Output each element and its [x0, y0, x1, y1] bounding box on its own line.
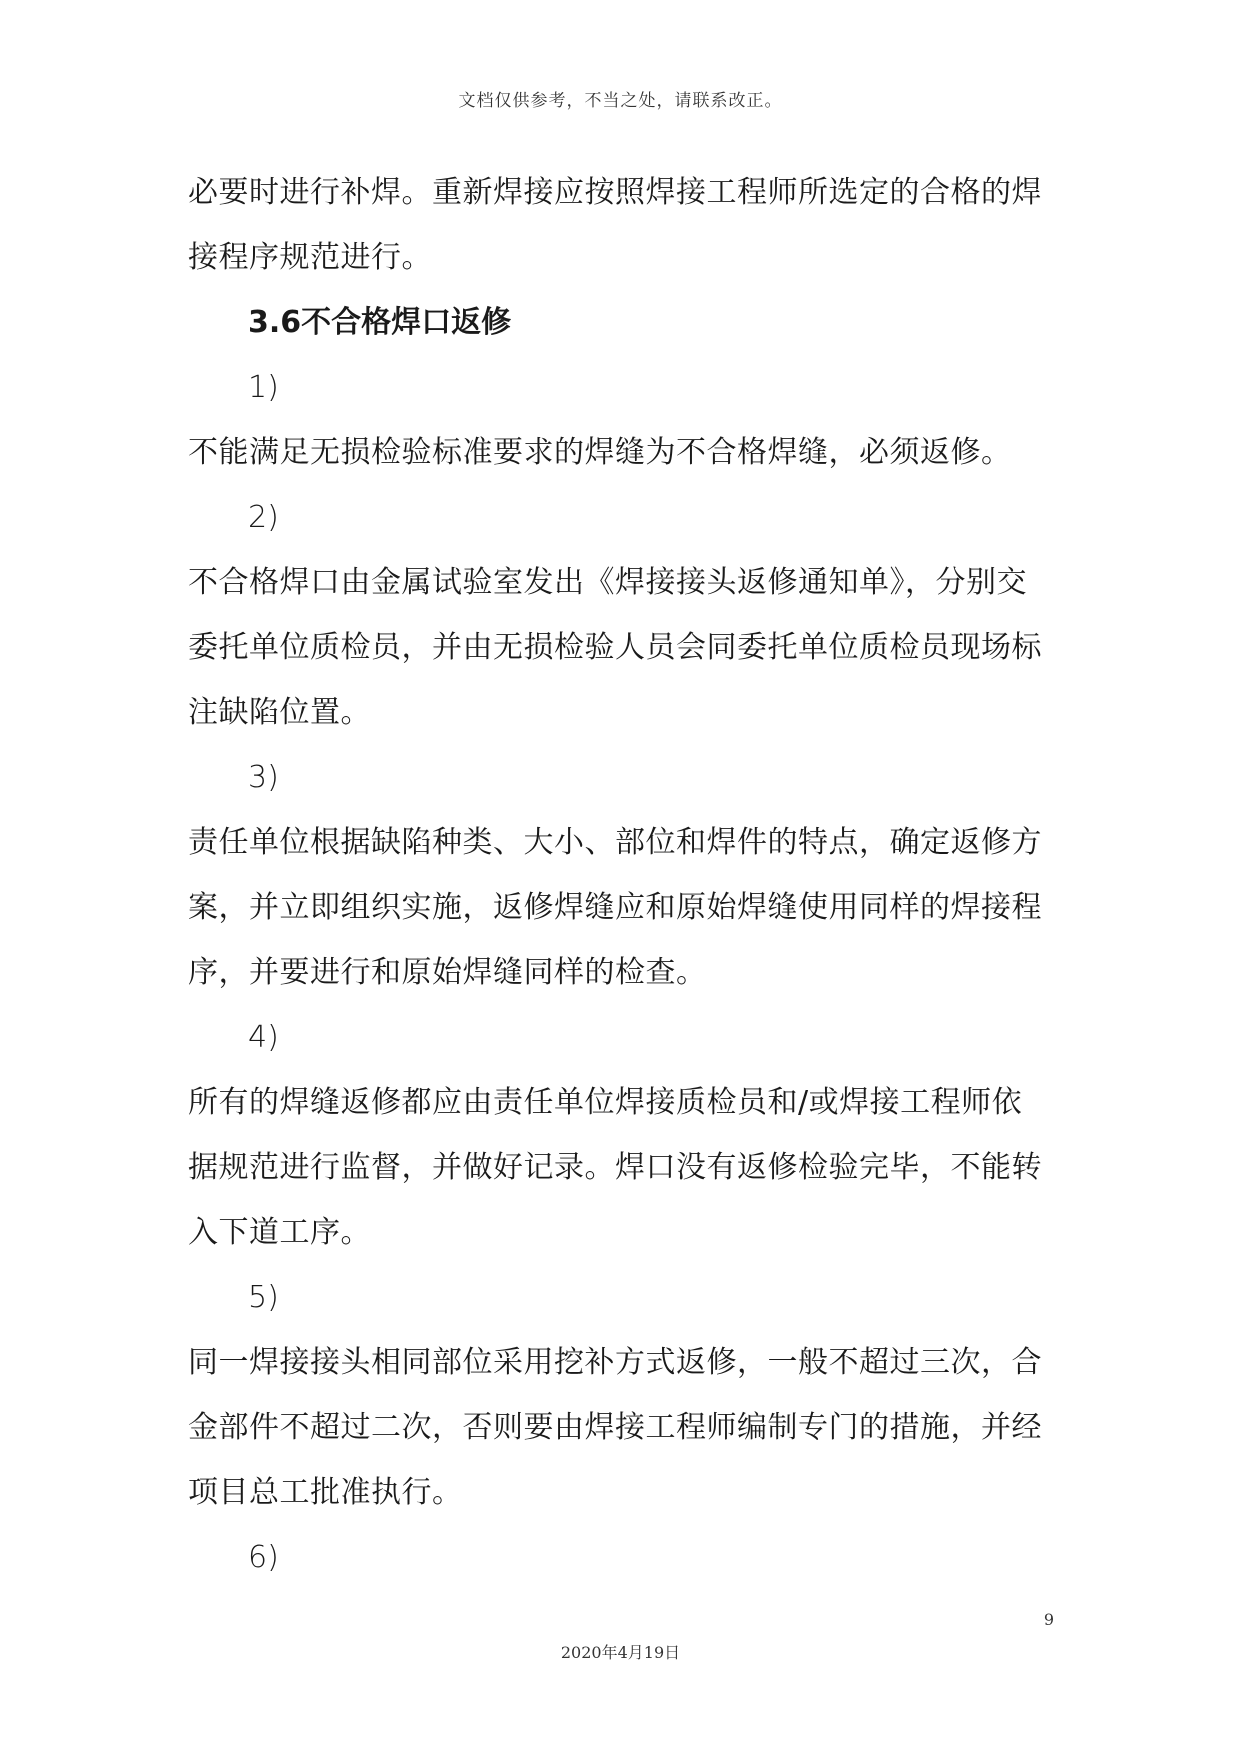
section-heading: 3.6不合格焊口返修 — [248, 305, 512, 340]
item-number: 5) — [248, 1280, 279, 1315]
item-text: 不能满足无损检验标准要求的焊缝为不合格焊缝，必须返修。 — [188, 435, 1012, 470]
item-text: 责任单位根据缺陷种类、大小、部位和焊件的特点，确定返修方案，并立即组织实施，返修焊缝应和原始焊缝使用同样的焊接程序，并要进行和原始焊缝同样的检查。 — [188, 825, 1042, 990]
item-number: 6) — [248, 1540, 279, 1575]
item-number: 3) — [248, 760, 279, 795]
footer-date: 2020年4月19日 — [560, 1643, 681, 1662]
item-number: 2) — [248, 500, 279, 535]
intro-paragraph: 必要时进行补焊。重新焊接应按照焊接工程师所选定的合格的焊接程序规范进行。 — [188, 175, 1042, 275]
item-text: 不合格焊口由金属试验室发出《焊接接头返修通知单》，分别交委托单位质检员，并由无损检验人员会同委托单位质检员现场标注缺陷位置。 — [188, 565, 1042, 730]
page-number: 9 — [1043, 1610, 1054, 1629]
item-number: 1) — [248, 370, 279, 405]
header-note: 文档仅供参考，不当之处，请联系改正。 — [458, 91, 783, 111]
item-text: 同一焊接接头相同部位采用挖补方式返修，一般不超过三次，合金部件不超过二次，否则要由焊接工程师编制专门的措施，并经项目总工批准执行。 — [188, 1345, 1042, 1510]
item-number: 4) — [248, 1020, 279, 1055]
item-text: 所有的焊缝返修都应由责任单位焊接质检员和/或焊接工程师依据规范进行监督，并做好记录。焊口没有返修检验完毕，不能转入下道工序。 — [188, 1085, 1042, 1250]
document-body — [188, 160, 1048, 1590]
